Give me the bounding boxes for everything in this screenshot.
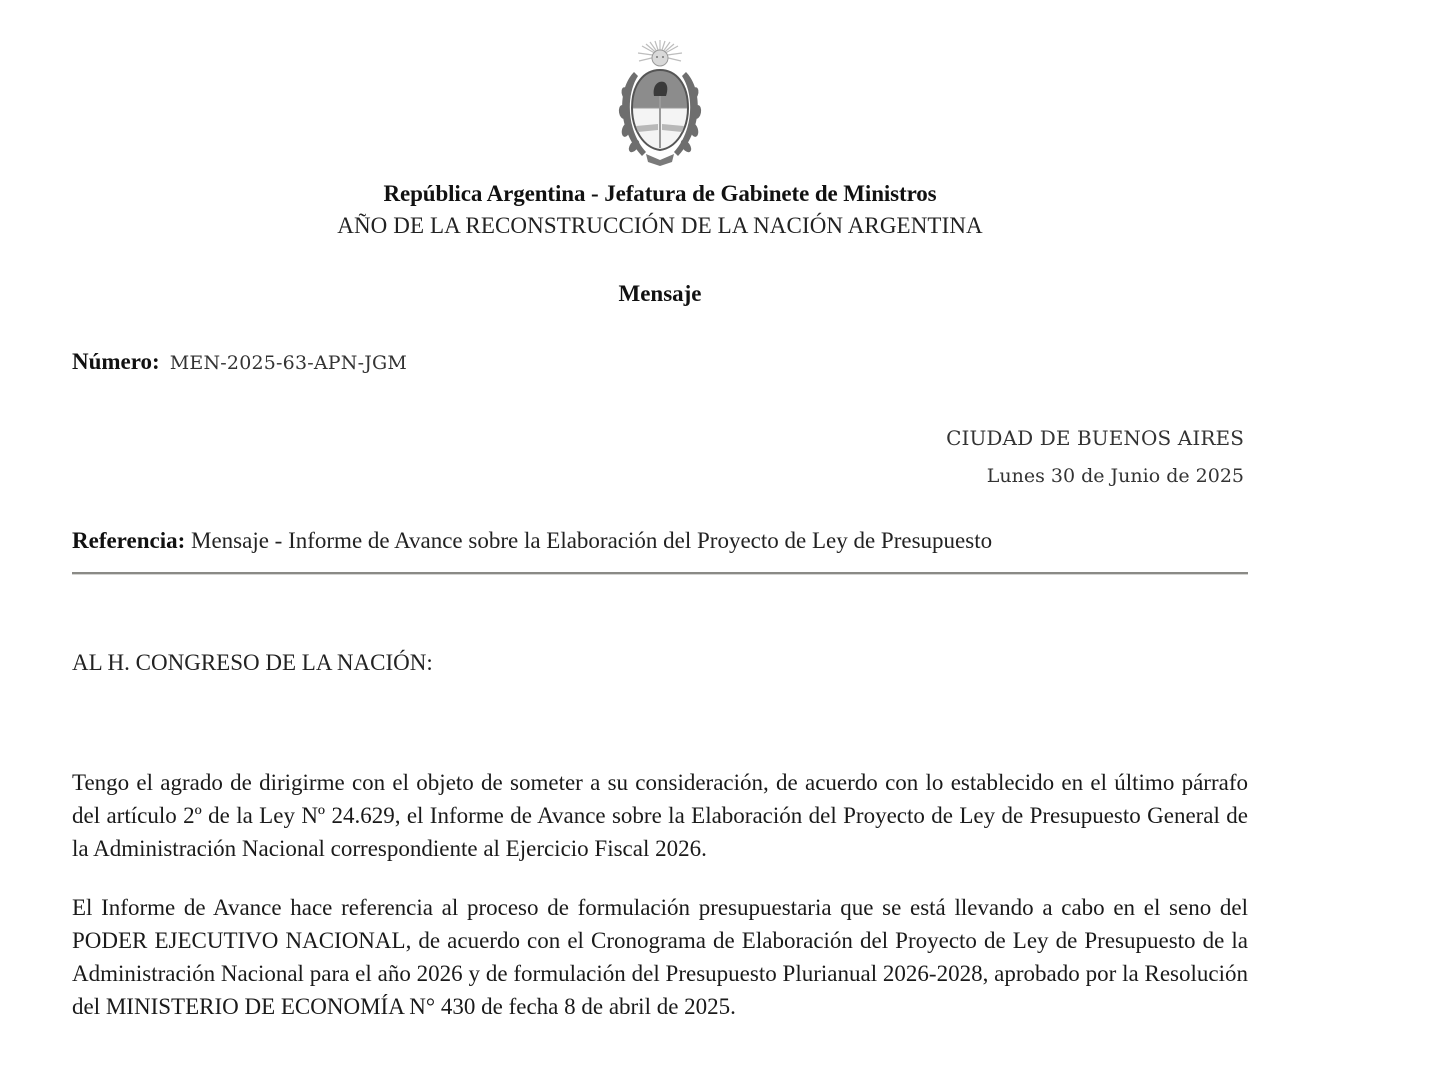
shield-icon [632, 70, 688, 150]
place: CIUDAD DE BUENOS AIRES [946, 426, 1244, 450]
divider [72, 572, 1248, 575]
place-and-date [946, 424, 1244, 490]
reference [72, 528, 992, 554]
reference-value: Mensaje - Informe de Avance sobre la Elaboración del Proyecto de Ley de Presupuesto [191, 528, 993, 553]
body-paragraph: El Informe de Avance hace referencia al proceso de formulación presupuestaria que se está llevando a cabo en el seno del PODER EJECUTIVO NACIONAL, de acuerdo con el Cronograma de Elaboración del Proyecto de Ley de Presupuesto de la Administración Nacional para el año 2026 y de formulación del Presupuesto Plurianual 2026-2028, aprobado por la Resolución del MINISTERIO DE ECONOMÍA N° 430 de fecha 8 de abril de 2025. [72, 895, 1248, 1019]
ribbon-icon [646, 154, 674, 166]
date: Lunes 30 de Junio de 2025 [986, 465, 1244, 487]
reference-label: Referencia: [72, 528, 186, 553]
document-number-value: MEN-2025-63-APN-JGM [169, 352, 408, 374]
header-title: República Argentina - Jefatura de Gabinete de Ministros [383, 181, 937, 206]
document-number [72, 349, 407, 375]
header-subtitle: AÑO DE LA RECONSTRUCCIÓN DE LA NACIÓN ARGENTINA [337, 213, 983, 238]
document-number-label: Número: [72, 349, 160, 374]
argentina-coat-of-arms-icon [612, 38, 708, 170]
addressee: AL H. CONGRESO DE LA NACIÓN: [72, 650, 433, 675]
document-type: Mensaje [618, 281, 702, 306]
body-paragraph: Tengo el agrado de dirigirme con el objeto de someter a su consideración, de acuerdo con lo establecido en el último párrafo del artículo 2º de la Ley Nº 24.629, el Informe de Avance sobre la Elaboración del Proyecto de Ley de Presupuesto General de la Administración Nacional correspondiente al Ejercicio Fiscal 2026. [72, 770, 1248, 861]
